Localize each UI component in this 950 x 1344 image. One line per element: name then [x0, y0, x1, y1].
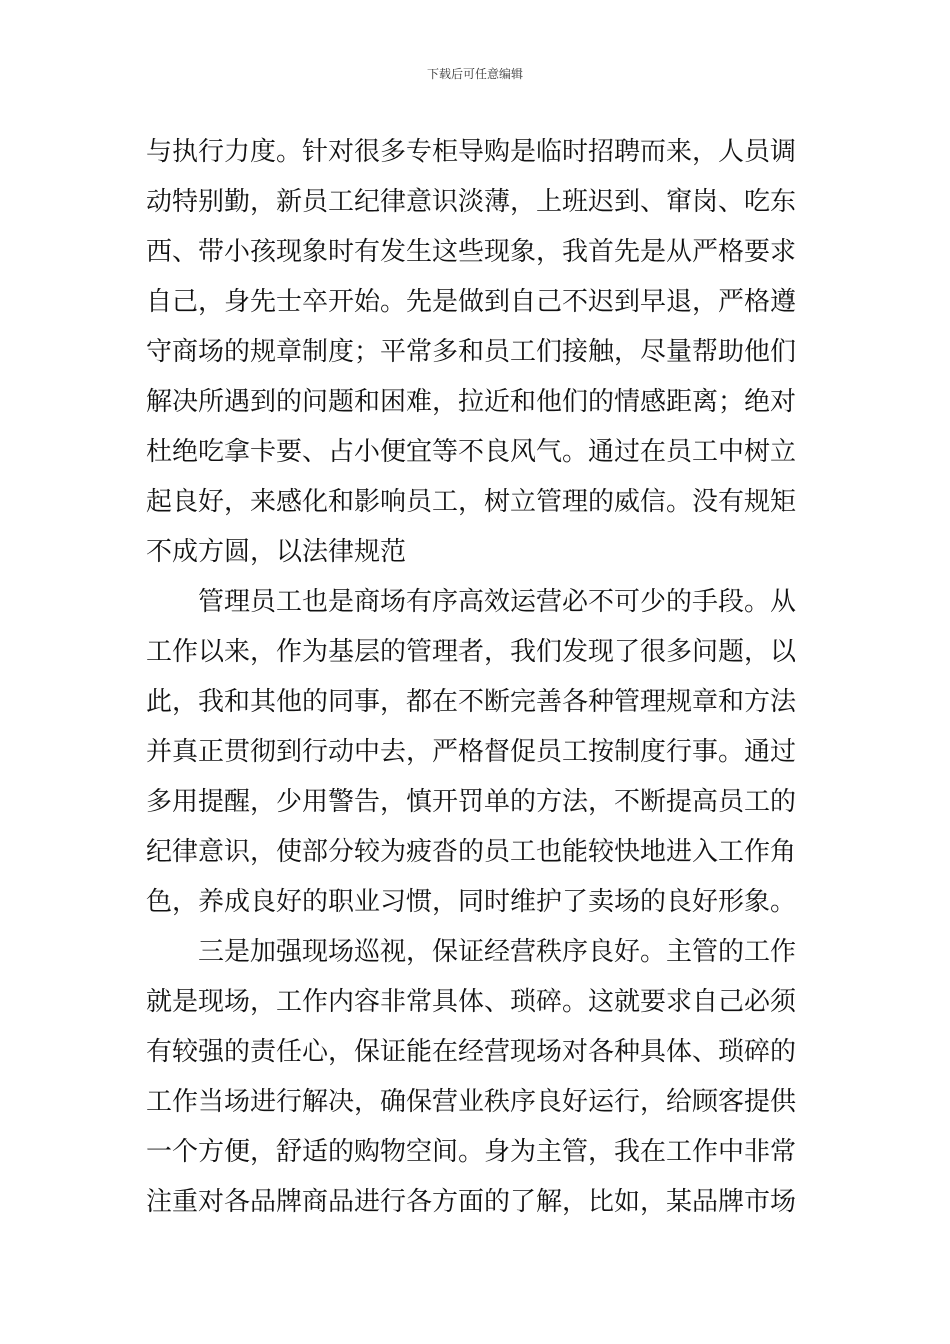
text-line: 自己，身先士卒开始。先是做到自己不迟到早退，严格遵	[146, 287, 797, 317]
text-line: 守商场的规章制度；平常多和员工们接触，尽量帮助他们	[146, 337, 797, 367]
text-line: 杜绝吃拿卡要、占小便宜等不良风气。通过在员工中树立	[146, 437, 797, 467]
paragraph-start-line: 管理员工也是商场有序高效运营必不可少的手段。从	[198, 587, 797, 617]
text-line: 西、带小孩现象时有发生这些现象，我首先是从严格要求	[146, 237, 797, 267]
text-line: 纪律意识，使部分较为疲沓的员工也能较快地进入工作角	[146, 837, 797, 867]
text-line: 多用提醒，少用警告，慎开罚单的方法，不断提高员工的	[146, 787, 797, 817]
paragraph-start-line: 三是加强现场巡视，保证经营秩序良好。主管的工作	[198, 937, 797, 967]
page-header: 下载后可任意编辑	[426, 67, 523, 81]
text-line: 一个方便，舒适的购物空间。身为主管，我在工作中非常	[146, 1137, 797, 1167]
document-body	[146, 127, 808, 1227]
text-line: 注重对各品牌商品进行各方面的了解，比如，某品牌市场	[146, 1187, 797, 1217]
text-line: 此，我和其他的同事，都在不断完善各种管理规章和方法	[146, 687, 797, 717]
text-line: 解决所遇到的问题和困难，拉近和他们的情感距离；绝对	[146, 387, 797, 417]
text-line: 工作当场进行解决，确保营业秩序良好运行，给顾客提供	[146, 1087, 797, 1117]
text-line: 不成方圆，以法律规范	[146, 537, 407, 567]
text-line: 起良好，来感化和影响员工，树立管理的威信。没有规矩	[146, 487, 797, 517]
text-line: 与执行力度。针对很多专柜导购是临时招聘而来，人员调	[146, 137, 797, 167]
text-line: 就是现场，工作内容非常具体、琐碎。这就要求自己必须	[146, 987, 797, 1017]
text-line: 并真正贯彻到行动中去，严格督促员工按制度行事。通过	[146, 737, 797, 767]
text-line: 色，养成良好的职业习惯，同时维护了卖场的良好形象。	[146, 887, 797, 917]
text-line: 有较强的责任心，保证能在经营现场对各种具体、琐碎的	[146, 1037, 797, 1067]
text-line: 动特别勤，新员工纪律意识淡薄，上班迟到、窜岗、吃东	[146, 187, 797, 217]
text-line: 工作以来，作为基层的管理者，我们发现了很多问题，以	[146, 637, 797, 667]
